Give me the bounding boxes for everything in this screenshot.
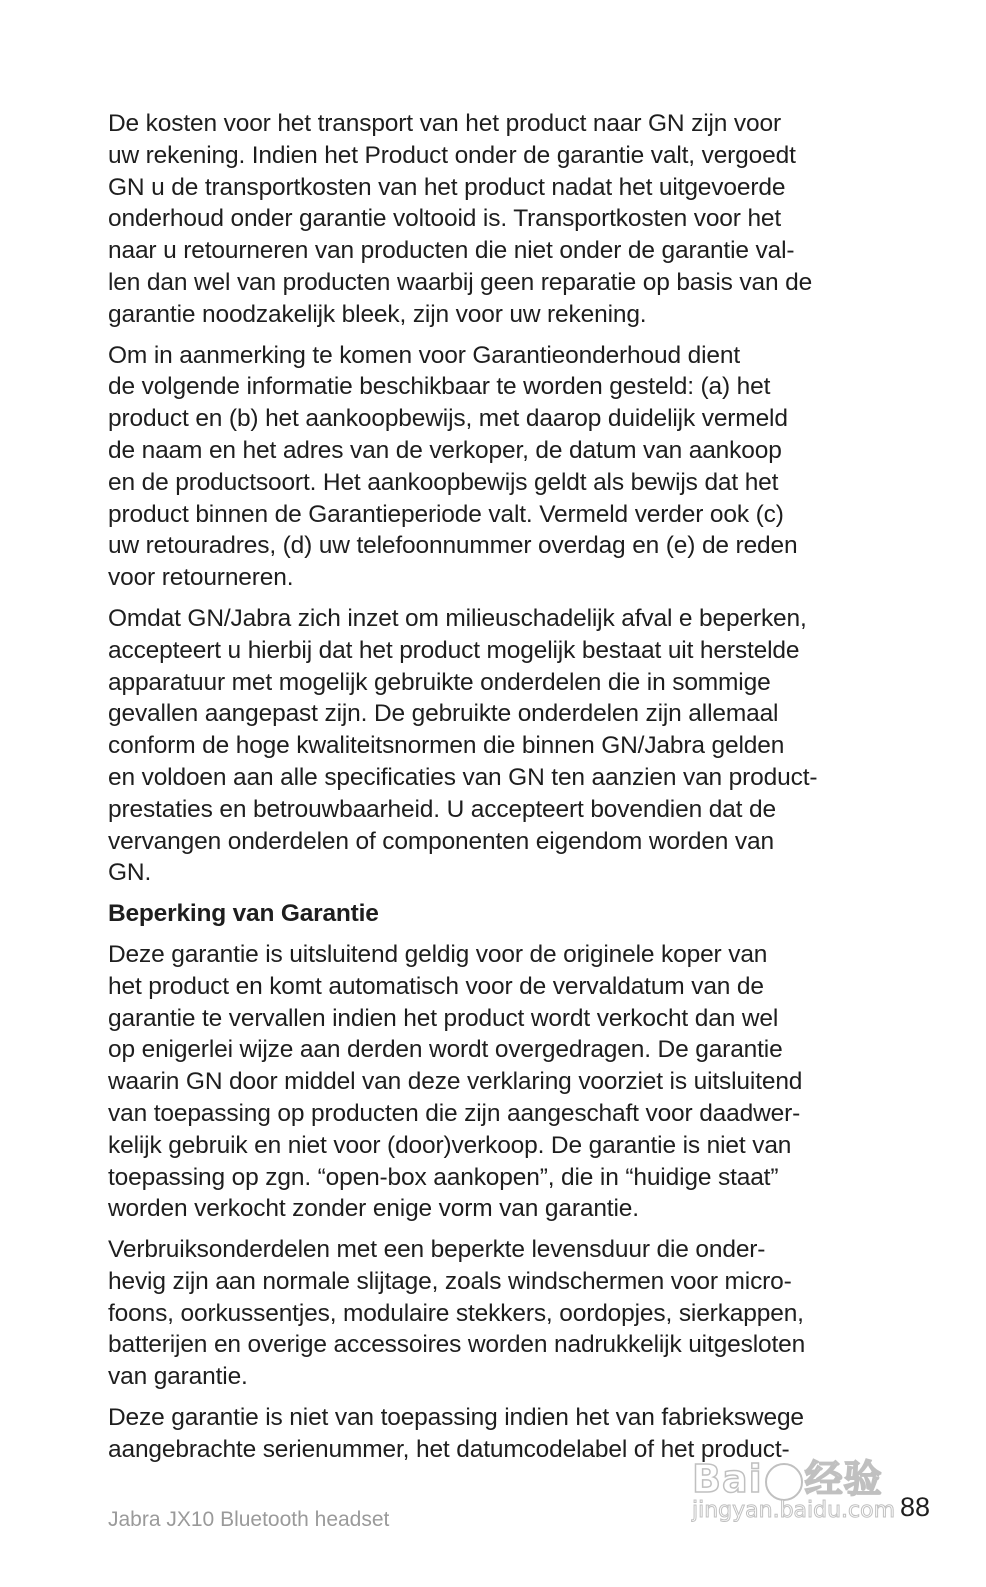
text-line: gevallen aangepast zijn. De gebruikte onderdelen zijn allemaal	[108, 700, 779, 728]
footer-product-title: Jabra JX10 Bluetooth headset	[108, 1508, 390, 1531]
text-line: worden verkocht zonder enige vorm van garantie.	[108, 1195, 639, 1223]
document-body	[108, 108, 878, 1475]
text-line: foons, oorkussentjes, modulaire stekkers, oordopjes, sierkappen,	[108, 1299, 804, 1327]
text-line: batterijen en overige accessoires worden nadrukkelijk uitgesloten	[108, 1331, 806, 1359]
watermark-url: jingyan.baidu.com	[692, 1498, 896, 1523]
paragraphs-before-heading	[108, 108, 878, 889]
text-line: garantie te vervallen indien het product wordt verkocht dan wel	[108, 1004, 779, 1032]
text-line: GN u de transportkosten van het product nadat het uitgevoerde	[108, 173, 786, 201]
text-line: de volgende informatie beschikbaar te worden gesteld: (a) het	[108, 373, 771, 401]
text-line: hevig zijn aan normale slijtage, zoals windschermen voor micro-	[108, 1267, 792, 1295]
text-line: len dan wel van producten waarbij geen reparatie op basis van de	[108, 268, 813, 296]
text-line: Deze garantie is uitsluitend geldig voor de originele koper van	[108, 940, 768, 968]
paragraph	[108, 108, 878, 331]
text-line: op enigerlei wijze aan derden wordt overgedragen. De garantie	[108, 1036, 783, 1064]
section-heading: Beperking van Garantie	[108, 900, 379, 928]
text-line: product en (b) het aankoopbewijs, met daarop duidelijk vermeld	[108, 405, 788, 433]
text-line: en voldoen aan alle specificaties van GN ten aanzien van product-	[108, 763, 818, 791]
watermark-logo-left: Bai	[692, 1457, 763, 1501]
text-line: conform de hoge kwaliteitsnormen die binnen GN/Jabra gelden	[108, 732, 785, 760]
text-line: GN.	[108, 859, 152, 887]
text-line: van garantie.	[108, 1363, 248, 1391]
text-line: waarin GN door middel van deze verklaring voorziet is uitsluitend	[108, 1068, 803, 1096]
paragraph	[108, 603, 878, 889]
text-line: de naam en het adres van de verkoper, de datum van aankoop	[108, 436, 782, 464]
text-line: product binnen de Garantieperiode valt. Vermeld verder ook (c)	[108, 500, 784, 528]
page-number: 88	[900, 1492, 931, 1522]
paragraph	[108, 939, 878, 1225]
text-line: garantie noodzakelijk bleek, zijn voor uw rekening.	[108, 300, 647, 328]
baidu-jingyan-watermark	[692, 1448, 922, 1538]
text-line: naar u retourneren van producten die niet onder de garantie val-	[108, 237, 795, 265]
text-line: uw retouradres, (d) uw telefoonnummer overdag en (e) de reden	[108, 532, 798, 560]
text-line: Verbruiksonderdelen met een beperkte levensduur die onder-	[108, 1236, 766, 1264]
text-line: Deze garantie is niet van toepassing indien het van fabriekswege	[108, 1404, 804, 1432]
text-line: prestaties en betrouwbaarheid. U accepteert bovendien dat de	[108, 795, 776, 823]
text-line: Om in aanmerking te komen voor Garantieonderhoud dient	[108, 341, 740, 369]
text-line: uw rekening. Indien het Product onder de garantie valt, vergoedt	[108, 141, 796, 169]
watermark-logo	[692, 1448, 883, 1503]
text-line: onderhoud onder garantie voltooid is. Transportkosten voor het	[108, 205, 782, 233]
text-line: kelijk gebruik en niet voor (door)verkoop. De garantie is niet van	[108, 1131, 792, 1159]
text-line: apparatuur met mogelijk gebruikte onderdelen die in sommige	[108, 668, 771, 696]
paragraph	[108, 1234, 878, 1393]
text-line: De kosten voor het transport van het product naar GN zijn voor	[108, 110, 781, 137]
text-line: van toepassing op producten die zijn aangeschaft voor daadwer-	[108, 1099, 801, 1127]
text-line: accepteert u hierbij dat het product mogelijk bestaat uit herstelde	[108, 636, 800, 664]
text-line: vervangen onderdelen of componenten eigendom worden van	[108, 827, 774, 855]
text-line: het product en komt automatisch voor de vervaldatum van de	[108, 972, 764, 1000]
text-line: en de productsoort. Het aankoopbewijs geldt als bewijs dat het	[108, 468, 779, 496]
paragraph	[108, 340, 878, 594]
text-line: toepassing op zgn. “open-box aankopen”, die in “huidige staat”	[108, 1163, 779, 1191]
watermark-logo-right: 经验	[804, 1457, 883, 1501]
text-line: voor retourneren.	[108, 564, 294, 592]
text-line: Omdat GN/Jabra zich inzet om milieuschadelijk afval e beperken,	[108, 604, 807, 632]
paragraphs-after-heading	[108, 939, 878, 1466]
paw-icon	[765, 1463, 803, 1501]
text-line: aangebrachte serienummer, het datumcodelabel of het product-	[108, 1435, 790, 1463]
